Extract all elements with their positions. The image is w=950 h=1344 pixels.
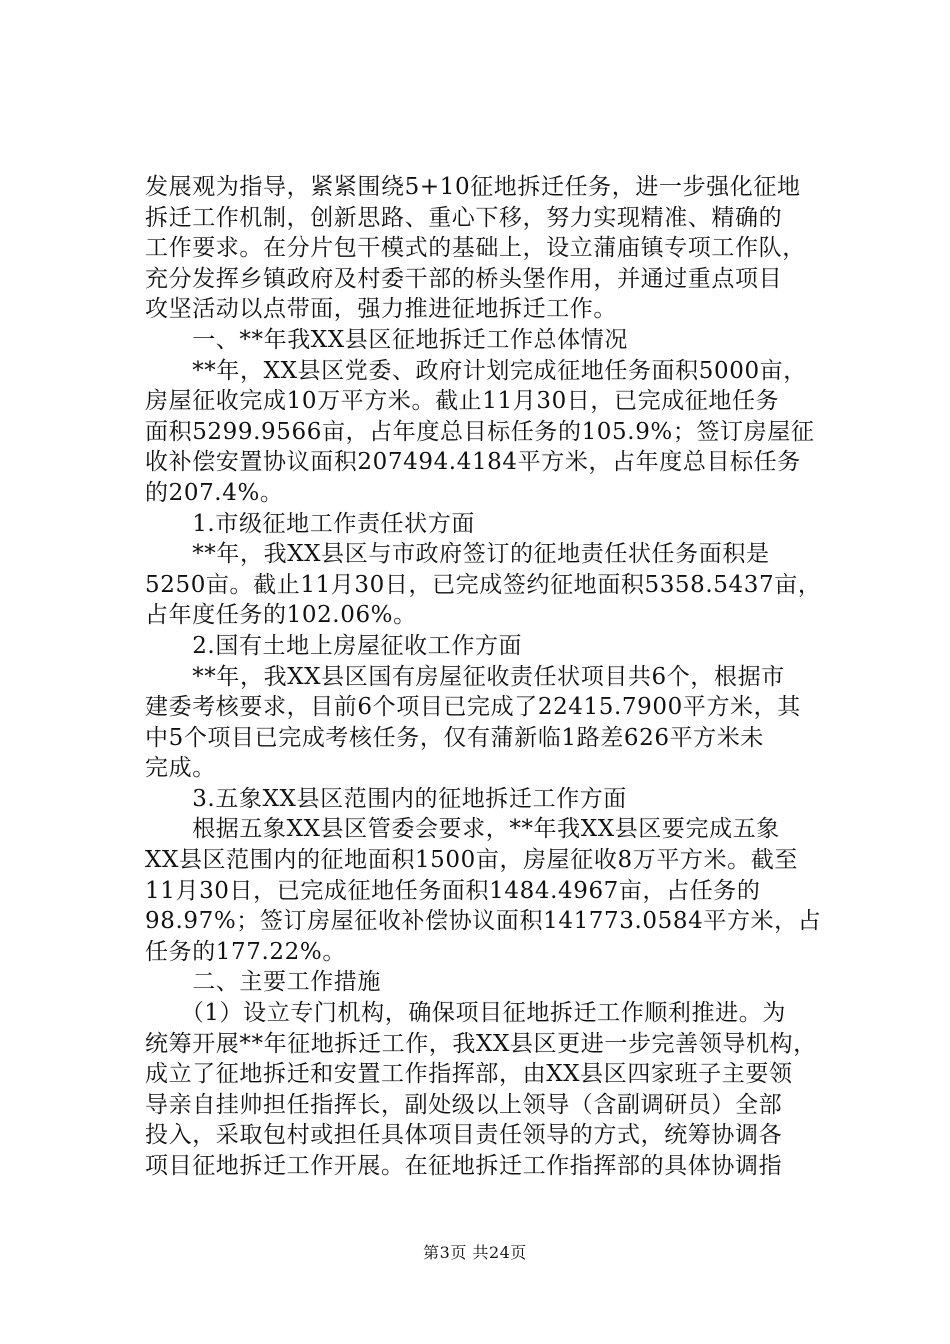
- text-line: XX县区范围内的征地面积1500亩，房屋征收8万平方米。截至: [145, 847, 798, 874]
- section-heading: 二、主要工作措施: [145, 969, 381, 996]
- text-line: 任务的177.22%。: [145, 938, 346, 965]
- text-line: 投入，采取包村或担任具体项目责任领导的方式，统筹协调各: [145, 1122, 783, 1149]
- text-line: 5250亩。截止11月30日，已完成签约征地面积5358.5437亩，: [145, 571, 822, 598]
- text-line: 发展观为指导，紧紧围绕5+10征地拆迁任务，进一步强化征地: [145, 174, 801, 200]
- text-line: （1）设立专门机构，确保项目征地拆迁工作顺利推进。为: [145, 1000, 786, 1027]
- text-line: 98.97%；签订房屋征收补偿协议面积141773.0584平方米，占: [145, 908, 822, 935]
- text-line: 拆迁工作机制，创新思路、重心下移，努力实现精准、精确的: [145, 204, 783, 231]
- subsection-heading: 1.市级征地工作责任状方面: [145, 510, 475, 537]
- text-line: 充分发挥乡镇政府及村委干部的桥头堡作用，并通过重点项目: [145, 265, 783, 292]
- text-line: 房屋征收完成10万平方米。截止11月30日，已完成征地任务: [145, 388, 780, 415]
- text-line: 建委考核要求，目前6个项目已完成了22415.7900平方米，其: [145, 694, 801, 721]
- section-heading: 一、**年我XX县区征地拆迁工作总体情况: [145, 326, 628, 353]
- text-line: 11月30日，已完成征地任务面积1484.4967亩，占任务的: [145, 877, 761, 904]
- text-line: 完成。: [145, 755, 216, 782]
- page-footer: 第3页 共24页: [423, 1243, 527, 1262]
- text-line: 工作要求。在分片包干模式的基础上，设立蒲庙镇专项工作队，: [145, 235, 806, 262]
- body-text: [145, 172, 835, 1182]
- text-line: **年，我XX县区国有房屋征收责任状项目共6个，根据市: [145, 663, 785, 690]
- text-line: 根据五象XX县区管委会要求，**年我XX县区要完成五象: [145, 816, 780, 843]
- text-line: 收补偿安置协议面积207494.4184平方米，占年度总目标任务: [145, 449, 801, 476]
- text-line: 统筹开展**年征地拆迁工作，我XX县区更进一步完善领导机构，: [145, 1030, 817, 1057]
- text-line: 占年度任务的102.06%。: [145, 602, 417, 629]
- text-line: 的207.4%。: [145, 479, 284, 506]
- text-line: **年，XX县区党委、政府计划完成征地任务面积5000亩，: [145, 357, 807, 384]
- text-line: **年，我XX县区与市政府签订的征地责任状任务面积是: [145, 541, 770, 568]
- subsection-heading: 3.五象XX县区范围内的征地拆迁工作方面: [145, 785, 627, 812]
- subsection-heading: 2.国有土地上房屋征收工作方面: [145, 632, 523, 659]
- text-line: 中5个项目已完成考核任务，仅有蒲新临1路差626平方米未: [145, 724, 764, 751]
- text-line: 导亲自挂帅担任指挥长，副处级以上领导（含副调研员）全部: [145, 1091, 783, 1118]
- text-line: 面积5299.9566亩，占年度总目标任务的105.9%；签订房屋征: [145, 418, 815, 445]
- text-line: 成立了征地拆迁和安置工作指挥部，由XX县区四家班子主要领: [145, 1061, 793, 1088]
- text-line: 攻坚活动以点带面，强力推进征地拆迁工作。: [145, 296, 617, 323]
- text-line: 项目征地拆迁工作开展。在征地拆迁工作指挥部的具体协调指: [145, 1153, 783, 1179]
